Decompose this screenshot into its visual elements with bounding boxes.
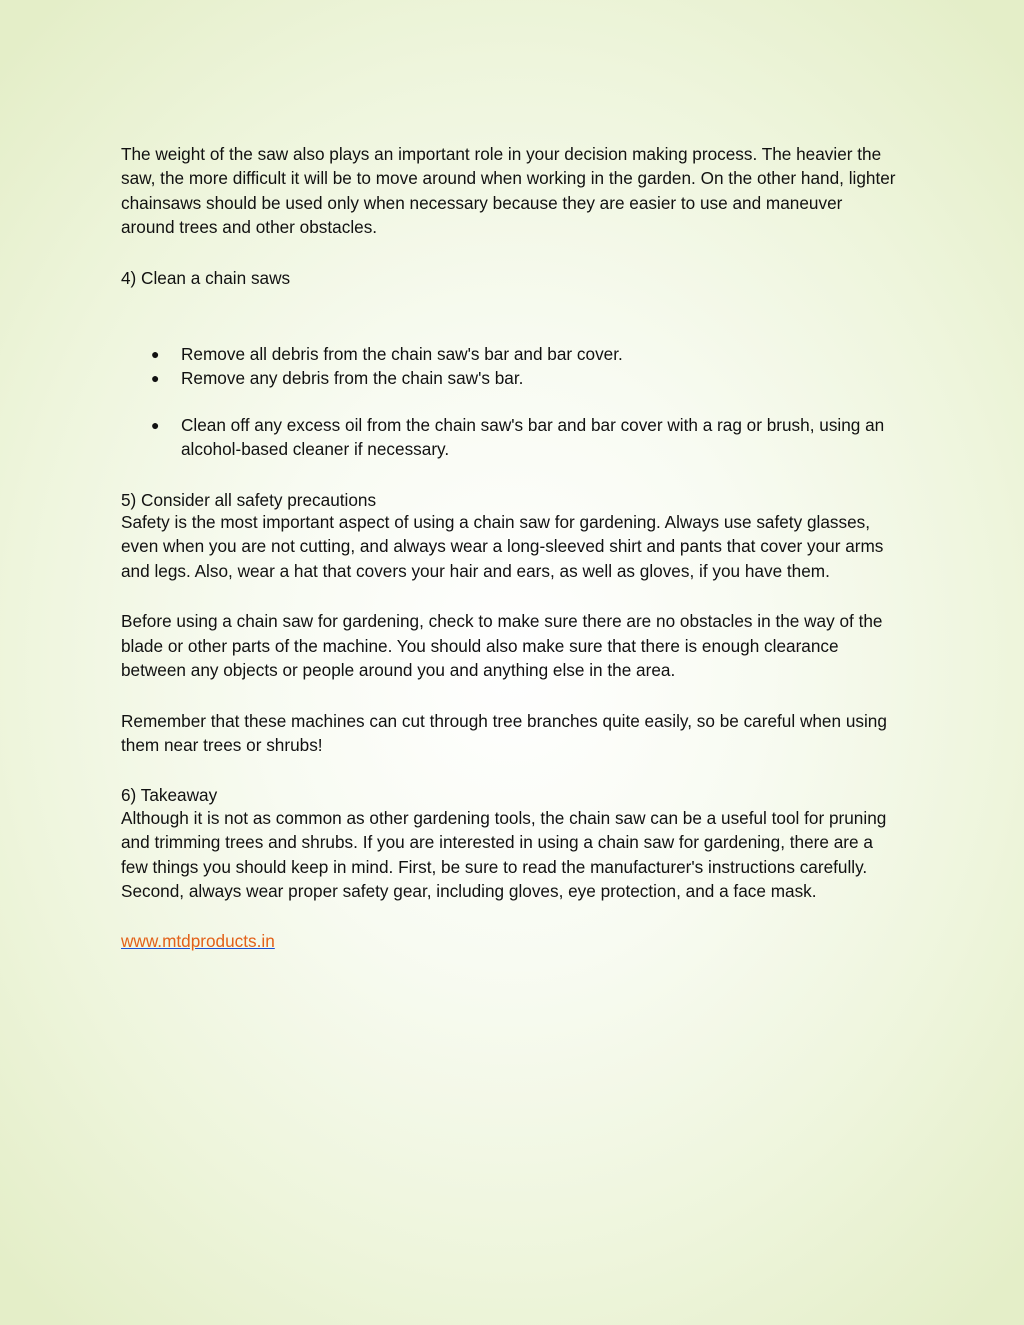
section-4-heading: 4) Clean a chain saws [121, 267, 291, 288]
takeaway-paragraph: Although it is not as common as other gardening tools, the chain saw can be a useful tool for pruning and trimming trees and shrubs. If you are interested in using a chain saw for gardening, there are a few things you should keep in mind. First, be sure to read the manufacturer's instructions carefully. Second, always wear proper safety gear, including gloves, eye protection, and a face mask. [121, 807, 887, 901]
obstacles-paragraph: Before using a chain saw for gardening, check to make sure there are no obstacles in the way of the blade or other parts of the machine. You should also make sure that there is enough clearance between any objects or people around you and anything else in the area. [121, 611, 883, 681]
bullet-icon: ● [151, 416, 160, 433]
list-item-text: Clean off any excess oil from the chain saw's bar and bar cover with a rag or brush, using an alcohol-based cleaner if necessary. [181, 414, 885, 460]
list-item-text: Remove any debris from the chain saw's bar. [181, 368, 524, 389]
list-item-text: Remove all debris from the chain saw's bar and bar cover. [181, 344, 623, 365]
list-item [151, 413, 896, 462]
website-link[interactable] [121, 931, 275, 951]
section-5-heading: 5) Consider all safety precautions [121, 489, 377, 510]
bullet-icon: ● [151, 346, 160, 363]
bullet-icon: ● [151, 370, 160, 387]
document-content [121, 142, 896, 954]
safety-paragraph: Safety is the most important aspect of using a chain saw for gardening. Always use safety glasses, even when you are not cutting, and always wear a long-sleeved shirt and pants that cover your arms and legs. Also, wear a hat that covers your hair and ears, as well as gloves, if you have them. [121, 512, 884, 581]
caution-paragraph: Remember that these machines can cut through tree branches quite easily, so be careful when using them near trees or shrubs! [121, 710, 887, 755]
list-item [151, 342, 896, 366]
intro-paragraph: The weight of the saw also plays an important role in your decision making process. The heavier the saw, the more difficult it will be to move around when working in the garden. On the other hand, lighter chainsaws should be used only when necessary because they are easier to use and maneuver around trees and other obstacles. [121, 144, 896, 238]
section-6-heading: 6) Takeaway [121, 785, 218, 806]
list-item [151, 366, 896, 390]
cleaning-steps-list [121, 342, 896, 462]
website-link-text: www.mtdproducts.in [121, 931, 275, 952]
footer-link-line [121, 929, 896, 953]
